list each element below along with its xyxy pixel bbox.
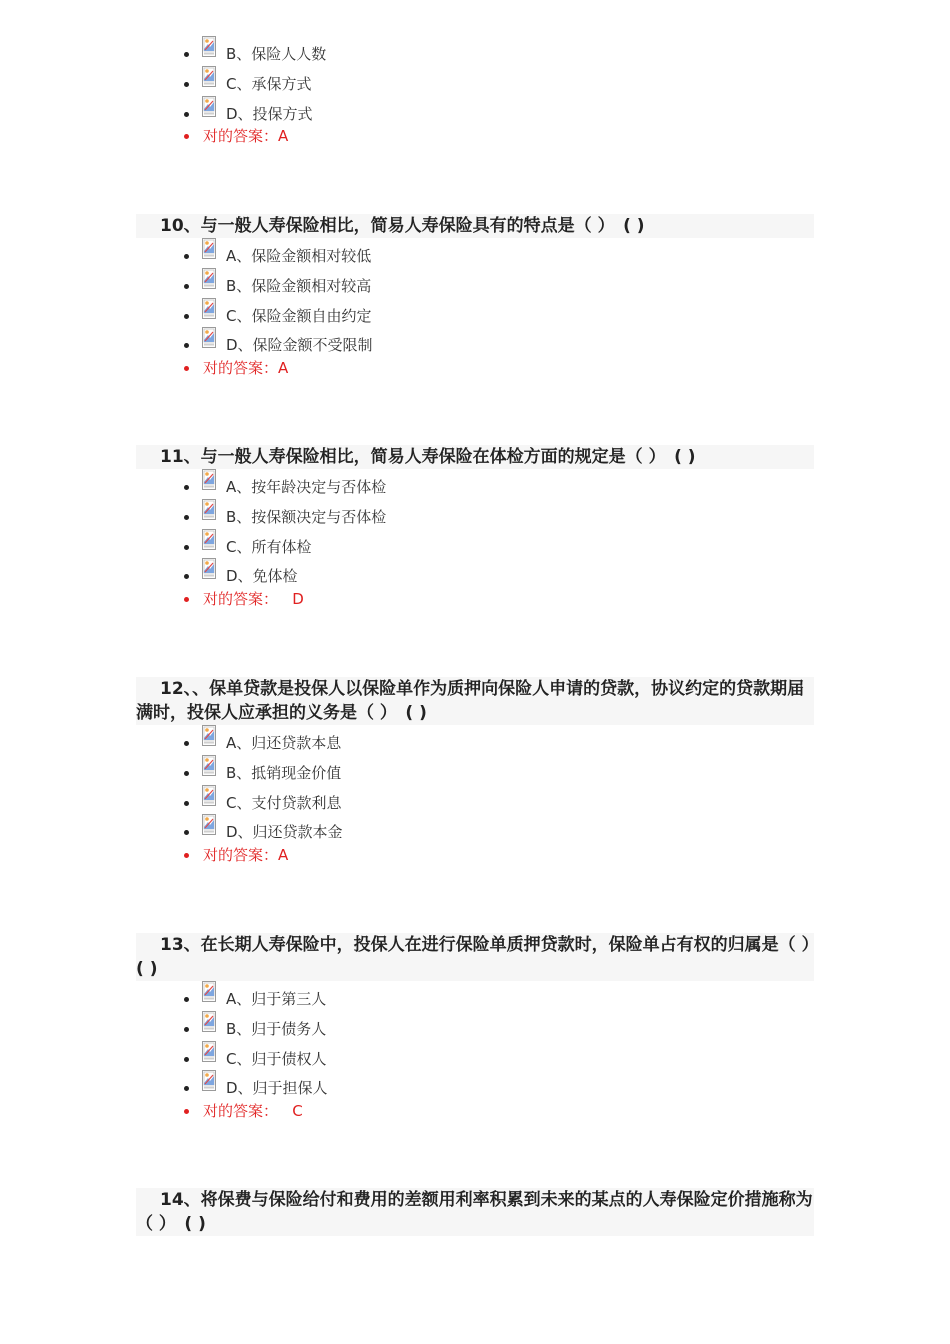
option-text: D、保险金额不受限制	[226, 336, 373, 355]
question-10	[0, 214, 950, 379]
broken-image-icon	[202, 1011, 216, 1032]
bullet	[184, 254, 189, 259]
bullet	[184, 314, 189, 319]
option-item[interactable]	[0, 66, 950, 96]
question-9-continued	[0, 36, 950, 147]
option-item[interactable]	[0, 755, 950, 785]
broken-image-icon	[202, 66, 216, 87]
question-title: 10、与一般人寿保险相比，简易人寿保险具有的特点是（ ） ( )	[136, 214, 814, 238]
option-text: B、保险人人数	[226, 45, 327, 63]
option-item[interactable]	[0, 298, 950, 328]
bullet	[184, 1027, 189, 1032]
option-text: C、所有体检	[226, 537, 312, 556]
broken-image-icon	[202, 1070, 216, 1091]
bullet	[184, 830, 189, 835]
bullet	[184, 284, 189, 289]
option-item[interactable]	[0, 785, 950, 815]
option-item[interactable]	[0, 238, 950, 268]
question-title: 11、与一般人寿保险相比，简易人寿保险在体检方面的规定是（ ） ( )	[136, 445, 814, 469]
option-text: B、归于债务人	[226, 1019, 327, 1038]
option-item[interactable]	[0, 558, 950, 588]
option-item[interactable]	[0, 469, 950, 499]
broken-image-icon	[202, 238, 216, 259]
correct-answer: 对的答案： C	[0, 1100, 950, 1122]
question-14	[0, 1188, 950, 1236]
broken-image-icon	[202, 981, 216, 1002]
bullet	[184, 801, 189, 806]
bullet	[184, 485, 189, 490]
bullet	[184, 1086, 189, 1091]
option-text: A、按年龄决定与否体检	[226, 478, 387, 496]
question-13	[0, 933, 950, 1122]
option-item[interactable]	[0, 529, 950, 559]
broken-image-icon	[202, 558, 216, 579]
broken-image-icon	[202, 755, 216, 776]
option-item[interactable]	[0, 499, 950, 529]
broken-image-icon	[202, 529, 216, 550]
broken-image-icon	[202, 1041, 216, 1062]
question-title: 14、将保费与保险给付和费用的差额用利率积累到未来的某点的人寿保险定价措施称为（ ） ( )	[136, 1190, 813, 1234]
bullet	[184, 112, 189, 117]
broken-image-icon	[202, 96, 216, 117]
option-list	[0, 238, 950, 357]
option-text: A、归还贷款本息	[226, 734, 342, 752]
bullet	[184, 343, 189, 348]
bullet	[184, 366, 189, 371]
bullet	[184, 82, 189, 87]
option-text: C、承保方式	[226, 74, 312, 93]
bullet	[184, 134, 189, 139]
bullet	[184, 1109, 189, 1114]
correct-answer: 对的答案：A	[0, 357, 950, 379]
option-item[interactable]	[0, 96, 950, 126]
option-text: B、保险金额相对较高	[226, 276, 372, 295]
question-title: 12、、保单贷款是投保人以保险单作为质押向保险人申请的贷款，协议约定的贷款期届满时，投保人应承担的义务是（ ） ( )	[136, 677, 814, 725]
broken-image-icon	[202, 785, 216, 806]
option-text: A、归于第三人	[226, 990, 327, 1008]
bullet	[184, 515, 189, 520]
bullet	[184, 771, 189, 776]
broken-image-icon	[202, 499, 216, 520]
option-list	[0, 725, 950, 844]
option-item[interactable]	[0, 1070, 950, 1100]
question-title: 13、在长期人寿保险中，投保人在进行保险单质押贷款时，保险单占有权的归属是（ ） ( )	[136, 935, 828, 979]
option-item[interactable]	[0, 268, 950, 298]
broken-image-icon	[202, 298, 216, 319]
bullet	[184, 997, 189, 1002]
option-list	[0, 469, 950, 588]
option-text: A、保险金额相对较低	[226, 247, 372, 265]
option-text: D、投保方式	[226, 104, 313, 123]
option-text: D、归还贷款本金	[226, 823, 343, 842]
question-11	[0, 445, 950, 610]
option-text: C、保险金额自由约定	[226, 306, 372, 325]
option-text: B、按保额决定与否体检	[226, 507, 387, 526]
bullet	[184, 741, 189, 746]
broken-image-icon	[202, 814, 216, 835]
option-item[interactable]	[0, 327, 950, 357]
option-item[interactable]	[0, 814, 950, 844]
correct-answer: 对的答案：A	[0, 844, 950, 866]
option-item[interactable]	[0, 36, 950, 66]
broken-image-icon	[202, 327, 216, 348]
correct-answer: 对的答案：A	[0, 125, 950, 147]
option-text: D、免体检	[226, 567, 298, 586]
bullet	[184, 853, 189, 858]
broken-image-icon	[202, 725, 216, 746]
broken-image-icon	[202, 36, 216, 57]
bullet	[184, 52, 189, 57]
bullet	[184, 545, 189, 550]
option-text: C、支付贷款利息	[226, 793, 342, 812]
option-list	[0, 36, 950, 125]
correct-answer: 对的答案： D	[0, 588, 950, 610]
broken-image-icon	[202, 268, 216, 289]
option-item[interactable]	[0, 725, 950, 755]
option-text: B、抵销现金价值	[226, 763, 342, 782]
bullet	[184, 597, 189, 602]
broken-image-icon	[202, 469, 216, 490]
question-12	[0, 677, 950, 866]
option-text: C、归于债权人	[226, 1049, 327, 1068]
bullet	[184, 1057, 189, 1062]
option-text: D、归于担保人	[226, 1079, 328, 1098]
option-item[interactable]	[0, 1011, 950, 1041]
option-item[interactable]	[0, 1041, 950, 1071]
bullet	[184, 574, 189, 579]
option-list	[0, 981, 950, 1100]
option-item[interactable]	[0, 981, 950, 1011]
